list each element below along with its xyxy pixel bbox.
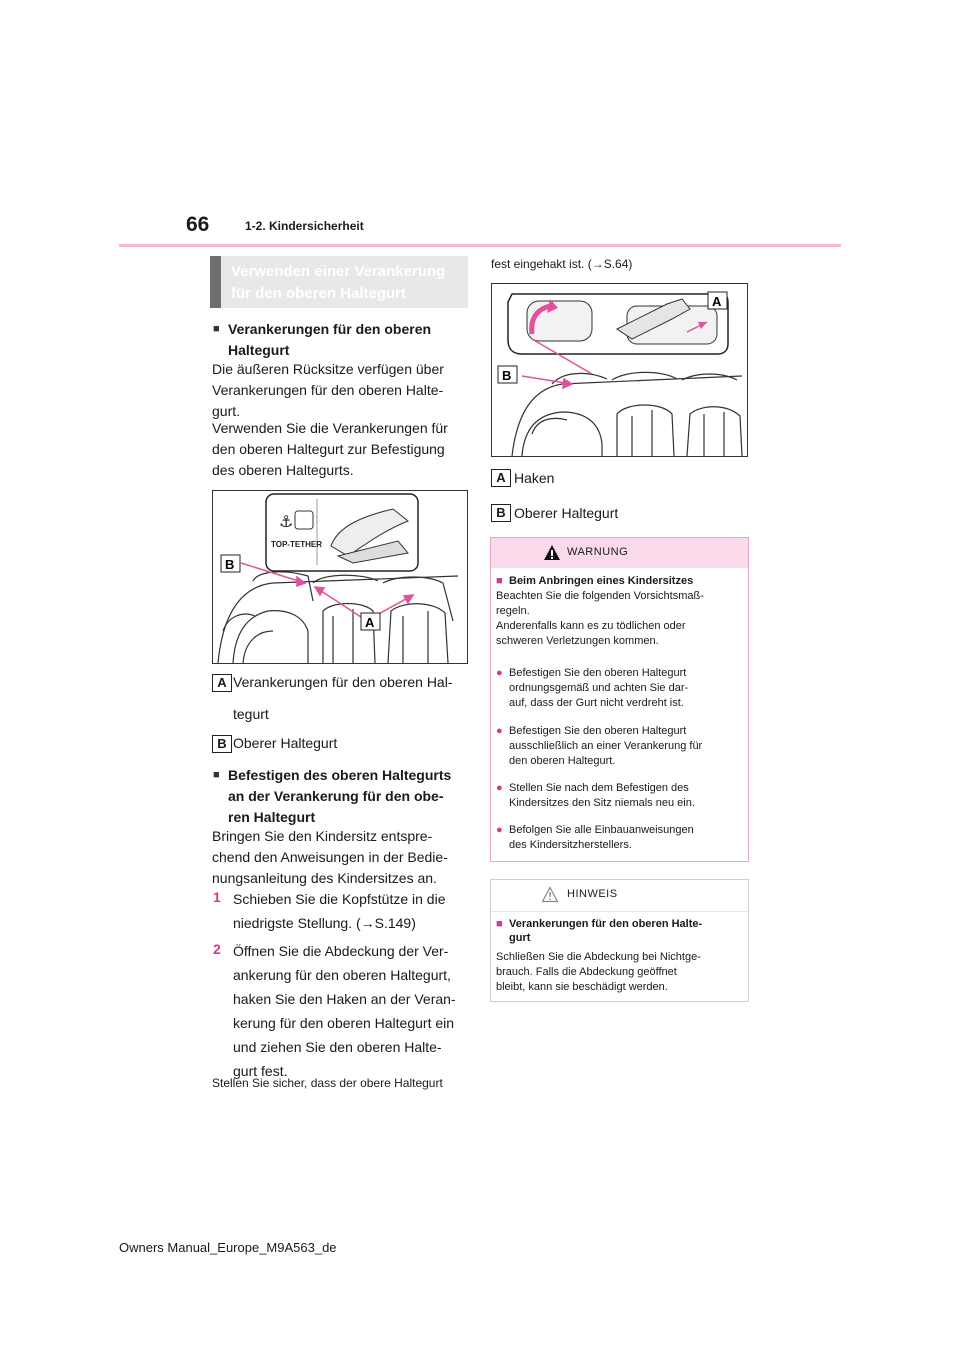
- continuation-text: fest eingehakt ist. (→S.64): [491, 257, 633, 271]
- warning-icon: [543, 544, 561, 561]
- text-line: niedrigste Stellung. (→S.149): [233, 915, 416, 931]
- fig2-callout-b: B: [502, 368, 512, 383]
- text-line: schweren Verletzungen kommen.: [496, 635, 659, 647]
- rear-seat-illustration: [213, 491, 467, 663]
- section-heading-line2: für den oberen Haltegurt: [231, 285, 407, 302]
- hook-illustration: [492, 284, 747, 456]
- chapter-title: 1-2. Kindersicherheit: [245, 219, 364, 233]
- hint-title: HINWEIS: [567, 888, 618, 900]
- text-line: bleibt, kann sie beschädigt werden.: [496, 981, 668, 993]
- top-tether-label: TOP-TETHER: [271, 540, 322, 549]
- subheading-line: an der Verankerung für den obe-: [228, 788, 444, 804]
- caution-icon: [541, 886, 559, 903]
- step-2-note: Stellen Sie sicher, dass der obere Haltegurt: [212, 1076, 443, 1090]
- text-line: haken Sie den Haken an der Veran-: [233, 991, 456, 1007]
- text-line: gurt.: [212, 403, 241, 419]
- legend2-b-text: Oberer Haltegurt: [514, 505, 619, 521]
- section-heading: [210, 256, 468, 308]
- text-line: ● Stellen Sie nach dem Befestigen des: [509, 782, 689, 794]
- text-line: Bringen Sie den Kindersitz entspre-: [212, 828, 433, 844]
- text-line: ordnungsgemäß und achten Sie dar-: [509, 682, 689, 694]
- text-line: kerung für den oberen Haltegurt ein: [233, 1015, 455, 1031]
- warning-bullet-4: [509, 823, 694, 853]
- text-line: ● Befestigen Sie den oberen Haltegurt: [509, 667, 687, 679]
- hint-box: [490, 879, 749, 1002]
- warning-bullet-2: [509, 724, 702, 769]
- legend-a-text-cont: tegurt: [233, 706, 269, 722]
- text-line: gurt fest.: [233, 1063, 288, 1079]
- text-line: Verankerungen für den oberen Hal-: [233, 674, 453, 690]
- text-line: Schließen Sie die Abdeckung bei Nichtge-: [496, 951, 701, 963]
- warning-box: [490, 537, 749, 862]
- text-line: den oberen Haltegurt zur Befestigung: [212, 441, 445, 457]
- text-line: nungsanleitung des Kindersitzes an.: [212, 870, 437, 886]
- text-line: den oberen Haltegurt.: [509, 755, 616, 767]
- text-line: ● Befestigen Sie den oberen Haltegurt: [509, 725, 687, 737]
- text-line: des oberen Haltegurts.: [212, 462, 354, 478]
- warning-bullet-3: [509, 781, 695, 811]
- warning-bullet-1: [509, 666, 688, 711]
- text-line: Anderenfalls kann es zu tödlichen oder: [496, 620, 686, 632]
- legend-b-text: Oberer Haltegurt: [233, 735, 338, 751]
- subheading-line: ■ Verankerungen für den oberen: [228, 321, 432, 337]
- text-line: Schieben Sie die Kopfstütze in die: [233, 891, 446, 907]
- paragraph-install: [212, 826, 448, 889]
- text-line: und ziehen Sie den oberen Halte-: [233, 1039, 442, 1055]
- hint-subheading: [509, 917, 702, 945]
- step-1-text: [233, 887, 445, 935]
- step-number-2: 2: [213, 941, 221, 957]
- text-line: Die äußeren Rücksitze verfügen über: [212, 361, 444, 377]
- text-line: Verwenden Sie die Verankerungen für: [212, 420, 448, 436]
- text-line: ankerung für den oberen Haltegurt,: [233, 967, 451, 983]
- hint-paragraph: [496, 950, 701, 995]
- svg-text:⚓: ⚓: [279, 512, 294, 531]
- fig1-callout-a: A: [365, 615, 375, 630]
- figure-hook: [491, 283, 748, 457]
- fig2-callout-a: A: [712, 294, 722, 309]
- text-line: ● Befolgen Sie alle Einbauanweisungen: [509, 824, 694, 836]
- text-line: ausschließlich an einer Verankerung für: [509, 740, 703, 752]
- figure-anchor-location: [212, 490, 468, 664]
- text-line: ■ Verankerungen für den oberen Halte-: [509, 918, 703, 930]
- warning-title: WARNUNG: [567, 546, 629, 558]
- text-line: brauch. Falls die Abdeckung geöffnet: [496, 966, 677, 978]
- text-line: regeln.: [496, 605, 530, 617]
- subheading-anchors: [228, 319, 431, 361]
- paragraph-intro: [212, 359, 444, 422]
- subheading-line: ■ Befestigen des oberen Haltegurts: [228, 767, 452, 783]
- step-number-1: 1: [213, 889, 221, 905]
- text-line: des Kindersitzherstellers.: [509, 839, 632, 851]
- warning-subheading: ■ Beim Anbringen eines Kindersitzes: [509, 572, 693, 590]
- text-line: Kindersitzes den Sitz niemals neu ein.: [509, 797, 695, 809]
- text-line: Öffnen Sie die Abdeckung der Ver-: [233, 943, 449, 959]
- legend-letter-b: B: [212, 735, 232, 753]
- paragraph-usage: [212, 418, 448, 481]
- text-line: Beachten Sie die folgenden Vorsichtsmaß-: [496, 590, 704, 602]
- subheading-line: ren Haltegurt: [228, 809, 316, 825]
- text-line: chend den Anweisungen in der Bedie-: [212, 849, 448, 865]
- legend2-letter-a: A: [491, 469, 511, 487]
- subheading-line: Haltegurt: [228, 342, 290, 358]
- text-line: gurt: [509, 932, 531, 944]
- fig1-callout-b: B: [225, 557, 235, 572]
- warning-intro: [496, 589, 704, 649]
- legend2-letter-b: B: [491, 504, 511, 522]
- warning-header: [491, 538, 748, 568]
- legend-a-text: [233, 672, 452, 693]
- subheading-attaching: [228, 765, 451, 828]
- legend-letter-a: A: [212, 674, 232, 692]
- section-heading-line1: Verwenden einer Verankerung: [231, 263, 446, 280]
- page-number: 66: [186, 213, 210, 236]
- step-2-text: [233, 939, 456, 1083]
- legend2-a-text: Haken: [514, 470, 555, 486]
- header-rule: [119, 244, 841, 247]
- text-line: auf, dass der Gurt nicht verdreht ist.: [509, 697, 684, 709]
- footer-text: Owners Manual_Europe_M9A563_de: [119, 1240, 337, 1255]
- text-line: Verankerungen für den oberen Halte-: [212, 382, 444, 398]
- hint-header: [491, 880, 748, 912]
